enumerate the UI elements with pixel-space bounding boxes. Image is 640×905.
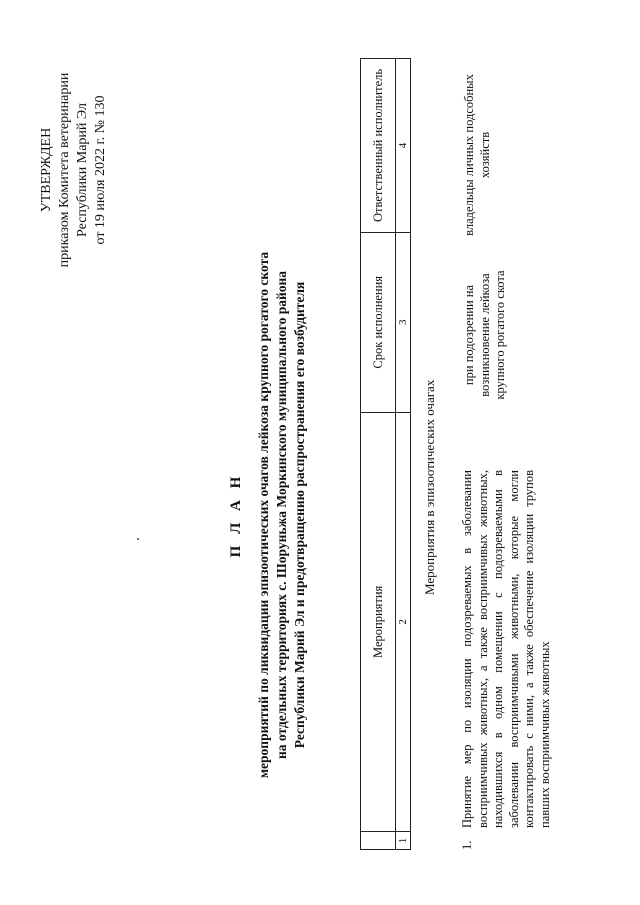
item-text: Принятие мер по изоляции подозреваемых в заболевании восприимчивых животных, а также восприимчивых животных, находившихся в одном помещении с подозреваемыми в заболевании восприимчивыми животными, которые могли контактировать с ними, а также обеспечение изоляции трупов павших восприимчивых животных <box>460 470 552 828</box>
table-header-row <box>361 59 396 850</box>
header-cell: Срок исполнения <box>361 232 396 412</box>
item-number: 1. <box>460 840 474 850</box>
approval-line: Республики Марий Эл <box>75 103 90 237</box>
header-cell: Мероприятия <box>361 412 396 831</box>
header-cell: Ответственный исполнитель <box>361 59 396 233</box>
approval-line: УТВЕРЖДЕН <box>39 127 54 213</box>
plan-heading <box>228 225 309 805</box>
column-number: 2 <box>396 412 411 831</box>
column-number: 3 <box>396 232 411 412</box>
approval-line: от 19 июля 2022 г. № 130 <box>93 95 108 245</box>
approval-stamp <box>38 60 110 280</box>
scan-speck <box>137 538 139 540</box>
plan-table <box>360 58 411 850</box>
plan-subtitle: мероприятий по ликвидации эпизоотических очагов лейкоза крупного рогатого скота <box>256 251 271 779</box>
item-responsible: владельцы личных подсобных хозяйств <box>462 74 492 236</box>
plan-subtitle: Республики Марий Эл и предотвращению распространения его возбудителя <box>292 281 307 749</box>
plan-title: П Л А Н <box>228 472 244 558</box>
approval-line: приказом Комитета ветеринарии <box>57 72 72 268</box>
column-number-row <box>396 59 411 850</box>
section-title: Мероприятия в эпизоотических очагах <box>422 379 437 595</box>
column-number: 1 <box>396 832 411 850</box>
column-number: 4 <box>396 59 411 233</box>
item-term: при подозрении на возникновение лейкоза крупного рогатого скота <box>462 270 507 400</box>
plan-item <box>460 470 553 850</box>
plan-subtitle: на отдельных территориях с. Шоруньжа Моркинского муниципального района <box>274 270 289 760</box>
header-cell <box>361 832 396 850</box>
